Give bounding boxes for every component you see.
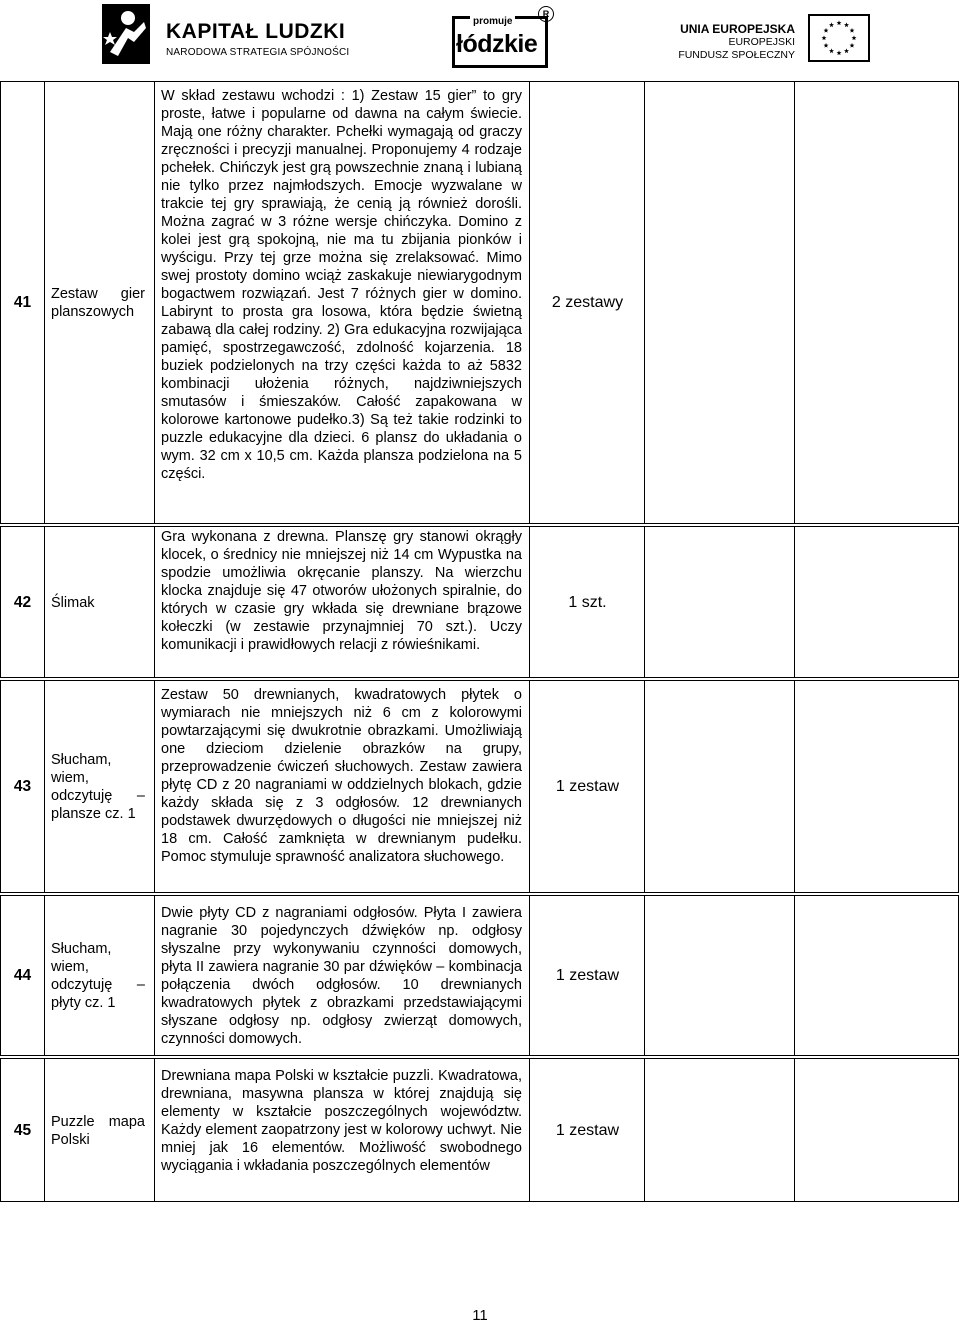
eu-star-icon — [850, 43, 855, 48]
ue-line-2: EUROPEJSKI — [728, 36, 795, 48]
kapital-ludzki-subtitle: NARODOWA STRATEGIA SPÓJNOŚCI — [166, 47, 350, 58]
eu-star-icon — [844, 22, 849, 27]
unia-europejska-logo — [678, 14, 870, 74]
item-quantity: 1 zestaw — [555, 1121, 620, 1139]
item-quantity: 1 zestaw — [555, 967, 620, 984]
item-name — [45, 527, 155, 678]
item-name — [45, 896, 155, 1056]
eu-star-icon — [829, 22, 834, 27]
row-number: 44 — [13, 967, 32, 984]
item-name-text: Słucham, wiem, odczytuję – płyty cz. 1 — [51, 941, 145, 1011]
eu-star-icon — [822, 35, 827, 40]
lodzkie-wordmark: łódzkie — [456, 30, 538, 58]
item-name — [45, 1059, 155, 1202]
item-description-text: Gra wykonana z drewna. Planszę gry stanowi okrągły klocek, o średnicy nie mniejszej niż 14 cm Wypustka na spodzie umożliwia okręcanie planszy. Na wierzchu klocka znajduje się 47 otworów ułożonych spiralnie, do których w czasie gry wkłada się drewniane brązowe kołeczki (w zestawie przynajmniej 70 szt.). Uczy komunikacji i prawidłowych relacji z rówieśnikami. — [161, 529, 522, 653]
eu-star-icon — [824, 43, 829, 48]
row-number: 43 — [13, 778, 32, 795]
kapital-ludzki-emblem-icon — [100, 2, 152, 66]
eu-flag-icon — [808, 14, 870, 62]
eu-star-icon — [824, 28, 829, 33]
item-name-text: Zestaw gier planszowych — [51, 286, 145, 320]
eu-star-icon — [844, 48, 849, 53]
registered-mark-icon: R — [538, 6, 554, 22]
ue-line-3: FUNDUSZ SPOŁECZNY — [678, 49, 795, 61]
promuje-lodzkie-logo — [452, 6, 562, 72]
row-number: 42 — [13, 593, 32, 611]
eu-star-icon — [837, 20, 842, 25]
row-number: 45 — [13, 1121, 32, 1139]
item-name-text: Ślimak — [51, 594, 95, 611]
ue-line-1: UNIA EUROPEJSKA — [680, 22, 795, 36]
item-quantity: 1 szt. — [568, 593, 607, 611]
item-description-text: Drewniana mapa Polski w kształcie puzzli. Kwadratowa, drewniana, masywna plansza w której znajdują się elementy w kształcie poszczególnych województw. Każdy element zaopatrzony jest w kolorowy uchwyt. Nie mniej jak 16 elementów. Możliwość swobodnego wyciągania i wkładania poszczególnych elementów — [161, 1068, 522, 1174]
item-quantity: 2 zestawy — [551, 294, 624, 311]
kapital-ludzki-title: KAPITAŁ LUDZKI — [166, 20, 346, 43]
eu-star-icon — [852, 35, 857, 40]
item-description — [155, 1067, 522, 1200]
item-name-text: Słucham, wiem, odczytuję – plansze cz. 1 — [51, 752, 145, 822]
item-description — [155, 686, 522, 891]
item-description — [155, 528, 522, 678]
item-quantity: 1 zestaw — [555, 778, 620, 795]
item-description — [155, 904, 522, 1054]
item-name — [45, 82, 155, 524]
item-description-text: Dwie płyty CD z nagraniami odgłosów. Płyta I zawiera nagranie 30 pojedynczych dźwięków np. odgłosy słyszalne przy wykonywaniu czynności domowych, płyta II zawiera nagranie 30 par dźwięków – kombinacja połączenia dwóch odgłosów. 10 drewnianych kwadratowych płytek z obrazkami przedstawiającymi słyszane odgłosy np. odgłosy zwierząt domowych, czynności domowych. — [161, 905, 522, 1047]
item-name — [45, 681, 155, 893]
lodzkie-promuje-text: promuje — [470, 16, 515, 27]
ue-text-block — [678, 22, 795, 62]
item-description — [155, 87, 522, 521]
item-description-text: Zestaw 50 drewnianych, kwadratowych płytek o wymiarach nie mniejszych niż 6 cm z kolorowymi powtarzającymi się dwukrotnie obrazkami. Umożliwiają one dzieciom dzielenie obrazków na grupy, przeprowadzenie ćwiczeń słuchowych. Zestaw zawiera płytę CD z 20 nagraniami w oddzielnych blokach, gdzie każdy składa się z 3 odgłosów. 12 drewnianych podstawek dwurzędowych o długości nie mniejszej niż 18 cm. Całość zamknięta w drewnianym pudełku. Pomoc stymuluje sprawność analizatora słuchowego. — [161, 687, 522, 865]
item-description-text: W skład zestawu wchodzi : 1) Zestaw 15 gier” to gry proste, łatwe i popularne od dawna na całym świecie. Mają one różny charakter. Pchełki wymagają od graczy zręczności i precyzji manualnej. Proponujemy 4 rodzaje pchełek. Chińczyk jest grą powszechnie znaną i lubianą nie tylko przez najmłodszych. Emocje wyzwalane w trakcie tej gry sprawiają, że cenią ją również dorośli. Można zagrać w 3 różne wersje chińczyka. Domino z kolei jest grą spokojną, nie ma tu zbijania pionków i wyścigu. Przy tej grze można się zrelaksować. Mimo swej prostoty domino wciąż zaskakuje niewiarygodnym bogactwem rozwiązań. Jest 7 różnych gier w domino. Labirynt to prosta gra losowa, która będzie świetną zabawą dla całej rodziny. 2) Gra edukacyjna rozwijająca pamięć, spostrzegawczość, zdolność kojarzenia. 18 buziek podzielonych na trzy części każda to aż 5832 kombinacji ułożenia różnych, najdziwniejszych smutasów i śmieszaków. Całość zapakowana w kolorowe kartonowe pudełko.3) Są też takie rodzinki to puzzle edukacyjne dla dzieci. 6 plansz do układania o wym. 32 cm x 10,5 cm. Każda plansza podzielona na 5 części. — [161, 88, 522, 482]
eu-star-icon — [829, 48, 834, 53]
page-number: 11 — [472, 1307, 488, 1324]
row-number: 41 — [13, 294, 32, 311]
eu-star-icon — [850, 28, 855, 33]
kapital-ludzki-logo — [100, 2, 360, 72]
eu-star-icon — [837, 50, 842, 55]
item-name-text: Puzzle mapa Polski — [51, 1113, 145, 1148]
